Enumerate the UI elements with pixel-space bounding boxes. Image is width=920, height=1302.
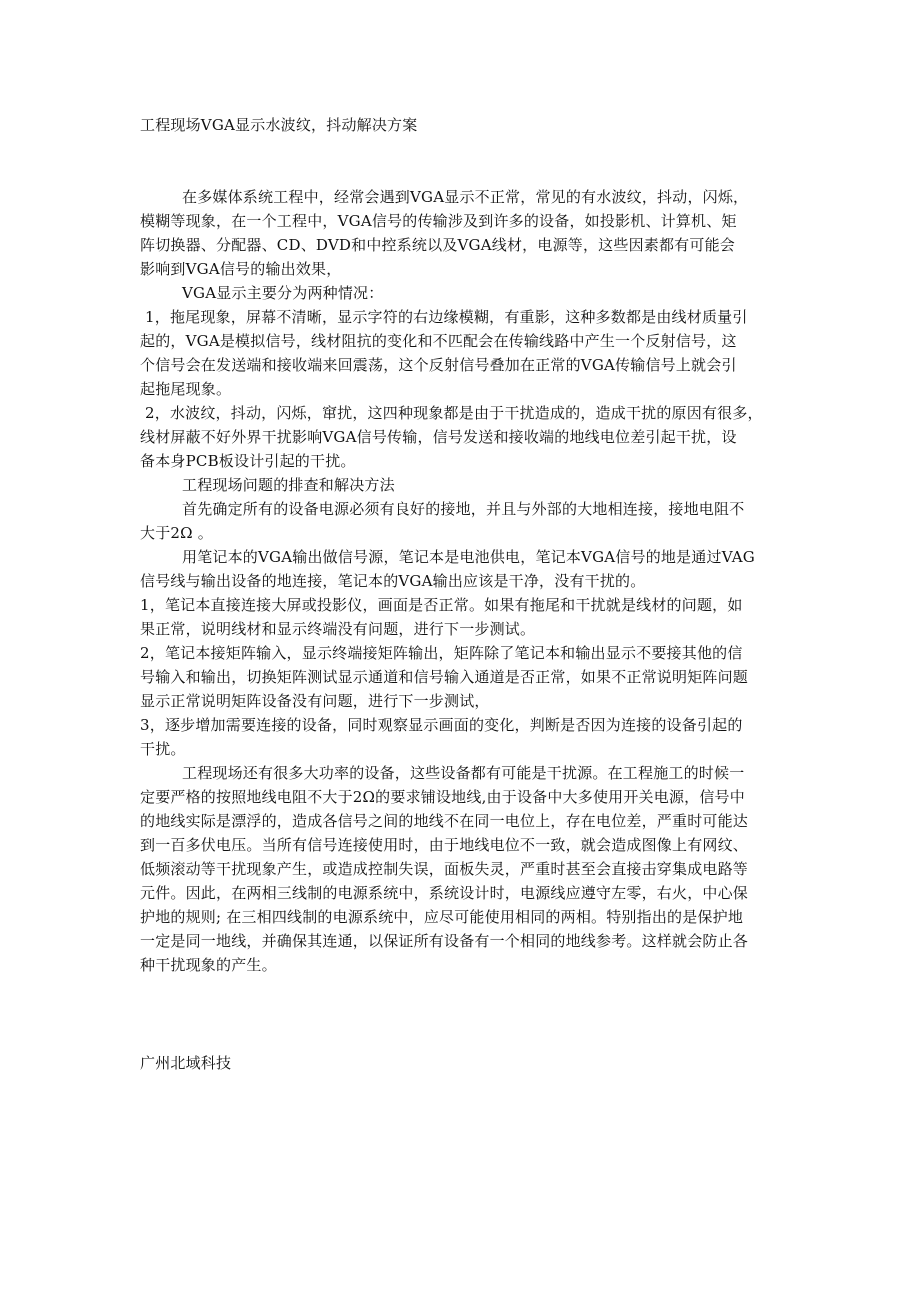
footer-company: 广州北域科技 — [140, 1054, 232, 1072]
body-line: 3，逐步增加需要连接的设备，同时观察显示画面的变化，判断是否因为连接的设备引起的 — [140, 716, 743, 734]
body-line: 到一百多伏电压。当所有信号连接使用时，由于地线电位不一致，就会造成图像上有网纹、 — [140, 836, 749, 854]
body-line: 个信号会在发送端和接收端来回震荡，这个反射信号叠加在正常的VGA传输信号上就会引 — [140, 356, 737, 374]
body-line: 低频滚动等干扰现象产生，或造成控制失误，面板失灵，严重时甚至会直接击穿集成电路等 — [140, 860, 749, 878]
body-line: VGA显示主要分为两种情况： — [182, 284, 384, 302]
body-line: 起拖尾现象。 — [140, 380, 232, 398]
body-line: 显示正常说明矩阵设备没有问题，进行下一步测试， — [140, 692, 490, 710]
body-line: 元件。因此，在两相三线制的电源系统中，系统设计时，电源线应遵守左零，右火，中心保 — [140, 884, 749, 902]
body-line: 种干扰现象的产生。 — [140, 956, 277, 974]
body-line: 一定是同一地线，并确保其连通，以保证所有设备有一个相同的地线参考。这样就会防止各 — [140, 932, 749, 950]
body-line: 模糊等现象，在一个工程中，VGA信号的传输涉及到许多的设备，如投影机、计算机、矩 — [140, 212, 737, 230]
body-line: 1，拖尾现象，屏幕不清晰，显示字符的右边缘模糊，有重影，这种多数都是由线材质量引 — [145, 308, 748, 326]
body-line: 号输入和输出，切换矩阵测试显示通道和信号输入通道是否正常，如果不正常说明矩阵问题 — [140, 668, 749, 686]
body-line: 的地线实际是漂浮的，造成各信号之间的地线不在同一电位上，存在电位差，严重时可能达 — [140, 812, 749, 830]
body-line: 果正常，说明线材和显示终端没有问题，进行下一步测试。 — [140, 620, 536, 638]
body-line: 护地的规则; 在三相四线制的电源系统中，应尽可能使用相同的两相。特别指出的是保护地 — [140, 908, 744, 926]
body-line: 1，笔记本直接连接大屏或投影仪，画面是否正常。如果有拖尾和干扰就是线材的问题，如 — [140, 596, 743, 614]
body-line: 工程现场还有很多大功率的设备，这些设备都有可能是干扰源。在工程施工的时候一 — [182, 764, 745, 782]
section-heading: 工程现场问题的排查和解决方法 — [182, 476, 395, 494]
body-line: 首先确定所有的设备电源必须有良好的接地，并且与外部的大地相连接，接地电阻不 — [182, 500, 745, 518]
body-line: 线材屏蔽不好外界干扰影响VGA信号传输，信号发送和接收端的地线电位差引起干扰，设 — [140, 428, 737, 446]
body-line: 定要严格的按照地线电阻不大于2Ω的要求铺设地线,由于设备中大多使用开关电源，信号中 — [140, 788, 745, 806]
body-line: 用笔记本的VGA输出做信号源，笔记本是电池供电，笔记本VGA信号的地是通过VAG — [182, 548, 755, 566]
body-line: 起的，VGA是模拟信号，线材阻抗的变化和不匹配会在传输线路中产生一个反射信号，这 — [140, 332, 737, 350]
body-line: 备本身PCB板设计引起的干扰。 — [140, 452, 356, 470]
document-title: 工程现场VGA显示水波纹，抖动解决方案 — [140, 116, 418, 134]
body-line: 2，水波纹，抖动，闪烁，窜扰，这四种现象都是由于干扰造成的，造成干扰的原因有很多， — [145, 404, 763, 422]
body-line: 在多媒体系统工程中，经常会遇到VGA显示不正常，常见的有水波纹，抖动，闪烁， — [182, 188, 749, 206]
body-line: 信号线与输出设备的地连接，笔记本的VGA输出应该是干净，没有干扰的。 — [140, 572, 646, 590]
body-line: 干扰。 — [140, 740, 186, 758]
body-line: 阵切换器、分配器、CD、DVD和中控系统以及VGA线材，电源等，这些因素都有可能会 — [140, 236, 735, 254]
body-line: 影响到VGA信号的输出效果， — [140, 260, 342, 278]
body-line: 2，笔记本接矩阵输入，显示终端接矩阵输出，矩阵除了笔记本和输出显示不要接其他的信 — [140, 644, 743, 662]
body-line: 大于2Ω 。 — [140, 524, 213, 542]
